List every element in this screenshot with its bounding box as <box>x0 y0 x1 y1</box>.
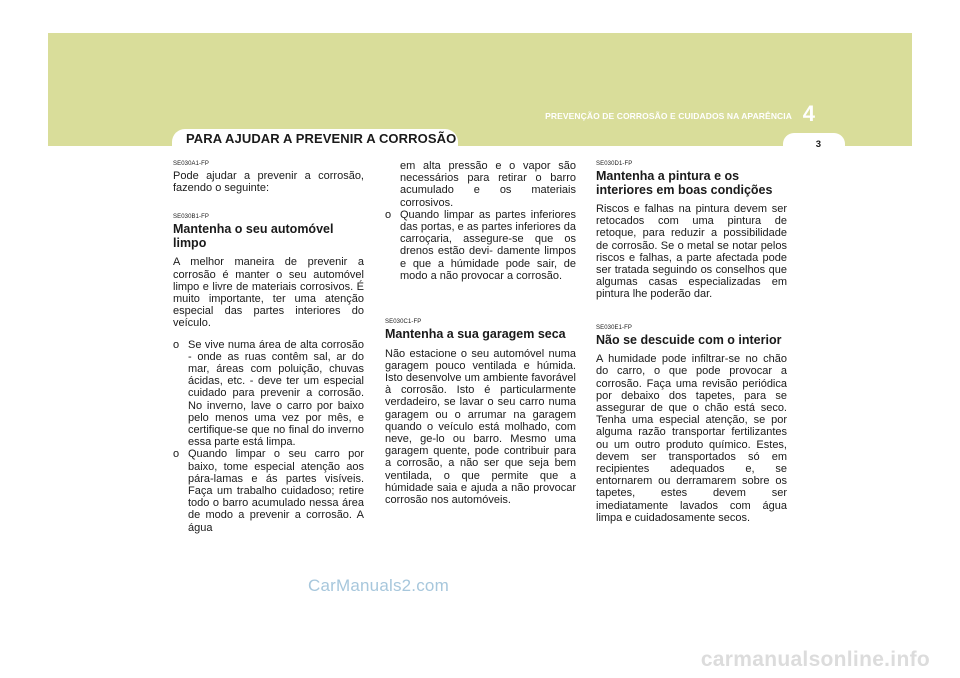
bullet-marker: o <box>173 338 180 351</box>
column-3 <box>596 160 787 533</box>
paragraph: A melhor maneira de prevenir a corrosão é manter o seu automóvel limpo e livre de materiais corrosivos. É muito importante, ter uma atenção especial das partes interiores do veículo. <box>173 256 364 330</box>
heading-keep-car-clean: Mantenha o seu automóvel limpo <box>173 222 334 250</box>
heading-keep-garage-dry: Mantenha a sua garagem seca <box>385 327 566 342</box>
bullet-marker: o <box>385 208 392 221</box>
paragraph: Riscos e falhas na pintura devem ser retocados com uma pintura de retoque, para reduzir a possibilidade de corrosão. Se o metal se notar pelos riscos e falhas, a parte afectada pode ser tratada seguindo os conselhos que algumas casas especializadas em pintura lhe poderão dar. <box>596 203 787 301</box>
bullet-marker: o <box>173 448 180 461</box>
header-band <box>48 33 912 146</box>
list-item: o Se vive numa área de alta corrosão - onde as ruas contêm sal, ar do mar, áreas com poluição, chuvas ácidas, etc. - deve ter um especial cuidado para prevenir a corrosão. No inverno, lave o carro por baixo pelo menos uma vez por mês, e certifique-se que no final do inverno essa parte está limpa. <box>173 338 364 449</box>
column-1 <box>173 160 364 534</box>
watermark-carmanuals2: CarManuals2.com <box>308 576 449 595</box>
watermark-carmanualsonline: carmanualsonline.info <box>700 648 930 671</box>
heading-keep-paint-good: Mantenha a pintura e os interiores em boas condições <box>596 169 773 197</box>
section-code: SE030B1-FP <box>173 214 210 221</box>
section-code: SE030D1-FP <box>596 161 633 167</box>
paragraph: Não estacione o seu automóvel numa garagem pouco ventilada e húmida. Isto desenvolve um ambiente favorável à corrosão. Isto é particularmente verdadeiro, se lavar o seu carro numa garagem ou o arrumar na garagem quando o veículo está molhado, com neve, ge-lo ou barro. Mesmo uma garagem quente, pode contribuir para a corrosão, a não ser que seja bem ventilada, o que permite que a húmidade saia e ajuda a não provocar corrosão nos automóveis. <box>385 347 576 506</box>
section-code: SE030C1-FP <box>385 319 422 326</box>
intro-paragraph: Pode ajudar a prevenir a corrosão, fazendo o seguinte: <box>173 170 364 195</box>
bullet-list <box>173 339 364 534</box>
section-code: SE030A1-FP <box>173 161 210 167</box>
paragraph: A humidade pode infiltrar-se no chão do carro, o que pode provocar a corrosão. Faça uma revisão periódica por debaixo dos tapetes, para se assegurar de que o chão está seco. Tenha uma especial atenção, se por alguma razão transportar fertilizantes ou um outro produto químico. Estes, devem ser transportados só em recipientes adequados e, se entornarem ou derramarem sobre os tapetes, estes devem ser imediatamente lavados com água limpa e cuidadosamente secos. <box>596 353 787 524</box>
page-number: 3 <box>815 139 821 150</box>
column-2 <box>385 160 576 515</box>
section-code: SE030E1-FP <box>596 324 633 331</box>
page-number-tab <box>783 133 845 155</box>
list-item: o Quando limpar as partes inferiores das portas, e as partes inferiores da carroçaria, assegure-se que os drenos estão devi- damente limpos e que a húmidade pode sair, de modo a não provocar a corrosão. <box>385 208 576 282</box>
heading-interior-care: Não se descuide com o interior <box>596 332 782 347</box>
chapter-title: PREVENÇÃO DE CORROSÃO E CUIDADOS NA APARÊNCIA <box>545 111 792 121</box>
chapter-number: 4 <box>802 101 815 126</box>
continued-text: em alta pressão e o vapor são necessários para retirar o barro acumulado e os materiais corrosivos. <box>400 160 576 209</box>
list-item: o Quando limpar o seu carro por baixo, tome especial atenção aos pára-lamas e ás partes visíveis. Faça um trabalho cuidadoso; retire todo o barro acumulado nessa área de modo a prevenir a corrosão. A água <box>173 448 364 534</box>
bullet-list <box>385 209 576 282</box>
section-title: PARA AJUDAR A PREVENIR A CORROSÃO <box>186 131 457 146</box>
